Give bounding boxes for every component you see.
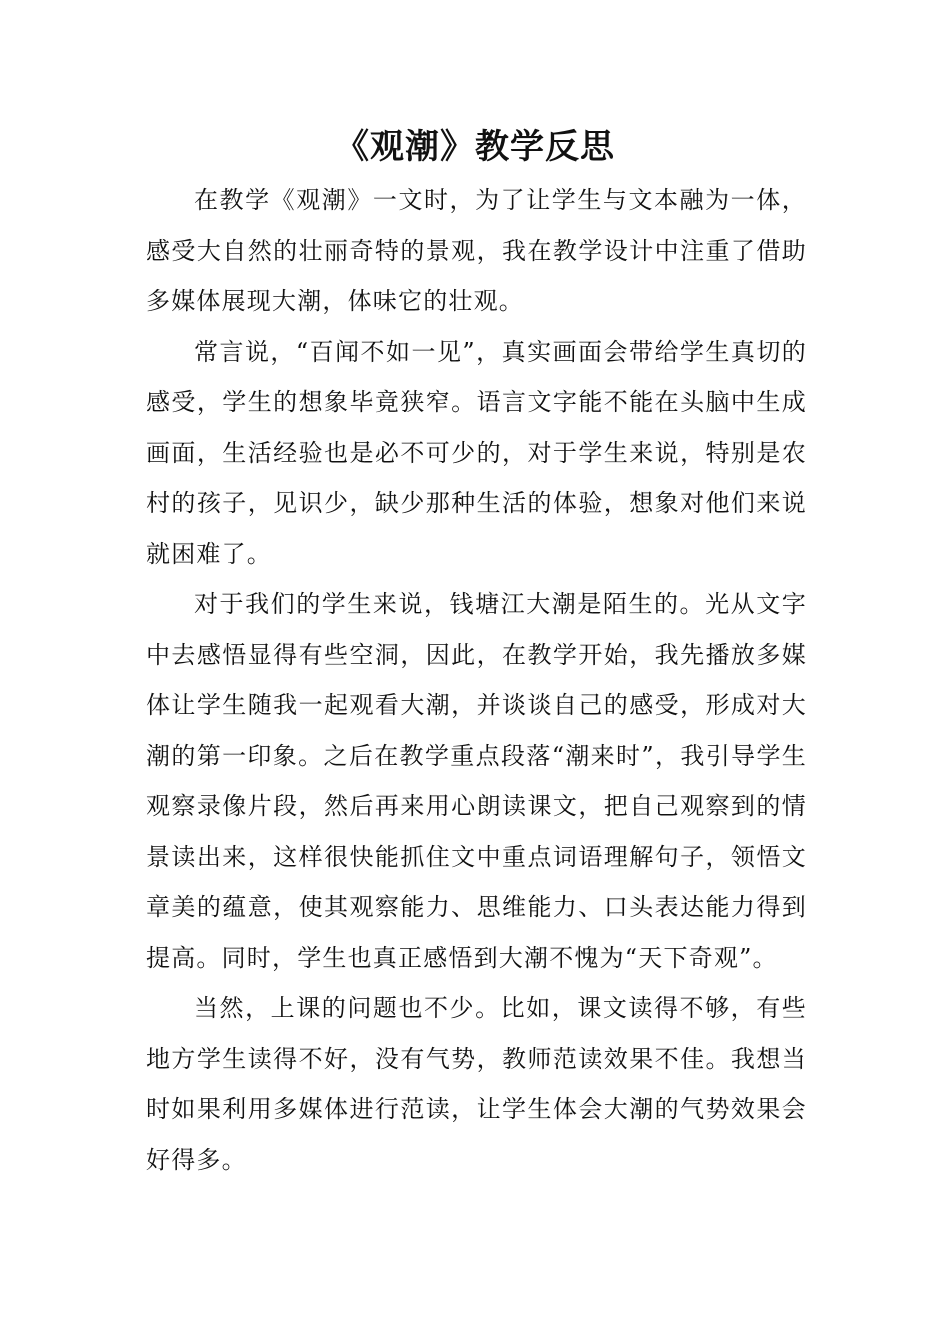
document-title: 《观潮》教学反思 bbox=[335, 127, 615, 167]
paragraph-2: 常言说，“百闻不如一见”，真实画面会带给学生真切的感受，学生的想象毕竟狭窄。语言文字能不能在头脑中生成画面，生活经验也是必不可少的，对于学生来说，特别是农村的孩子，见识少，缺少那种生活的体验，想象对他们来说就困难了。 bbox=[146, 337, 807, 568]
paragraph-3: 对于我们的学生来说，钱塘江大潮是陌生的。光从文字中去感悟显得有些空洞，因此，在教学开始，我先播放多媒体让学生随我一起观看大潮，并谈谈自己的感受，形成对大潮的第一印象。之后在教学重点段落“潮来时”，我引导学生观察录像片段，然后再来用心朗读课文，把自己观察到的情景读出来，这样很快能抓住文中重点词语理解句子，领悟文章美的蕴意，使其观察能力、思维能力、口头表达能力得到提高。同时，学生也真正感悟到大潮不愧为“天下奇观”。 bbox=[146, 590, 807, 972]
paragraph-4: 当然，上课的问题也不少。比如，课文读得不够，有些地方学生读得不好，没有气势，教师范读效果不佳。我想当时如果利用多媒体进行范读，让学生体会大潮的气势效果会好得多。 bbox=[146, 994, 807, 1174]
document-body bbox=[146, 175, 807, 1185]
paragraph-1: 在教学《观潮》一文时，为了让学生与文本融为一体，感受大自然的壮丽奇特的景观，我在教学设计中注重了借助多媒体展现大潮，体味它的壮观。 bbox=[146, 186, 807, 315]
